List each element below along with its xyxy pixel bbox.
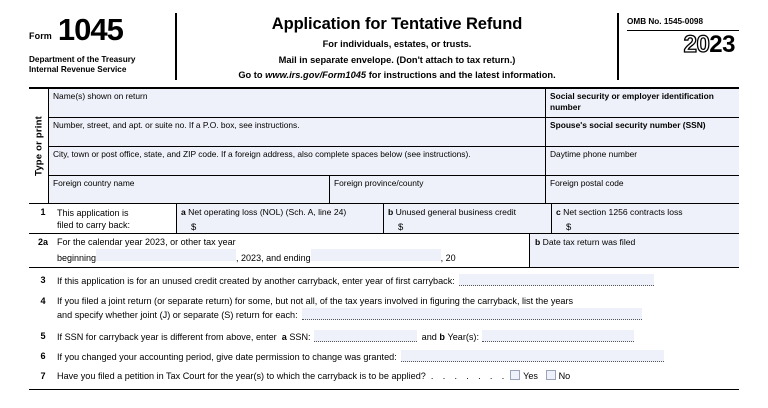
line-5a-letter: a	[281, 332, 287, 342]
tax-year-century: 20	[683, 31, 710, 58]
line-5b-label: Year(s):	[447, 332, 479, 342]
ssn-ein-field-label: Social security or employer identification number	[550, 91, 714, 112]
line-7-row	[29, 364, 739, 389]
line-6-input[interactable]	[401, 350, 664, 362]
foreign-province-field[interactable]	[329, 176, 545, 203]
line-4-text-part1: If you filed a joint return (or separate return) for some, but not all, of the tax years involved in figuring the carryback, list the years	[57, 296, 574, 306]
tax-year-suffix: 23	[709, 31, 735, 58]
goto-suffix: for instructions and the latest information.	[366, 70, 556, 80]
city-state-zip-field[interactable]	[49, 147, 545, 175]
title-subtitle-1: For individuals, estates, or trusts.	[322, 39, 472, 49]
street-field-label: Number, street, and apt. or suite no. If a P.O. box, see instructions.	[53, 120, 300, 130]
line-2a-beginning-input[interactable]	[96, 249, 236, 261]
form-title-block	[177, 13, 619, 80]
line-2a-mid-text: , 2023, and ending	[236, 253, 311, 263]
line-7-yes-label: Yes	[523, 371, 538, 381]
department-line-1: Department of the Treasury	[29, 54, 136, 64]
line-5a-label: SSN:	[289, 332, 311, 342]
line-5-row	[29, 322, 739, 344]
foreign-postal-field-label: Foreign postal code	[550, 178, 624, 188]
line-7-dot-leader: . . . . . . .	[430, 371, 508, 381]
line-1-number: 1	[40, 207, 46, 217]
foreign-postal-field[interactable]	[545, 176, 739, 203]
line-1b-letter: b	[388, 207, 394, 217]
line-1-description-part1: This application is	[57, 208, 129, 218]
line-7-no-label: No	[558, 371, 571, 381]
line-1b-dollar-sign: $	[398, 222, 404, 233]
line-2a-ending-input[interactable]	[311, 249, 441, 261]
line-7-text: Have you filed a petition in Tax Court for the year(s) to which the carryback is to be applied?	[57, 371, 426, 381]
line-1a-label: Net operating loss (NOL) (Sch. A, line 24)	[188, 207, 347, 217]
department-line-2: Internal Revenue Service	[29, 65, 127, 75]
line-2a-header	[29, 234, 529, 247]
line-6-row	[29, 344, 739, 364]
type-or-print-tab	[29, 89, 49, 203]
line-6-body	[57, 350, 739, 364]
line-1-description-part2: filed to carry back:	[57, 220, 131, 230]
city-state-zip-field-label: City, town or post office, state, and ZIP code. If a foreign address, also complete spaces below (see instructions).	[53, 149, 471, 159]
line-2a-beginning-label: beginning	[57, 253, 97, 263]
daytime-phone-field[interactable]	[545, 147, 739, 175]
line-1a-nol-field[interactable]	[176, 204, 383, 233]
line-1a-letter: a	[181, 207, 186, 217]
line-5b-years-input[interactable]	[482, 330, 634, 342]
title-goto-line	[183, 69, 611, 81]
line-5a-ssn-input[interactable]	[314, 330, 417, 342]
line-6-number: 6	[40, 351, 46, 361]
address-row-street	[49, 118, 739, 147]
line-4-text-part2: and specify whether joint (J) or separate (S) return for each:	[57, 310, 298, 320]
line-2a-block	[29, 234, 529, 267]
foreign-country-field[interactable]	[49, 176, 329, 203]
line-3-text: If this application is for an unused credit created by another carryback, enter year of first carryback:	[57, 276, 455, 286]
daytime-phone-field-label: Daytime phone number	[550, 149, 638, 159]
spouse-ssn-field[interactable]	[545, 118, 739, 146]
taxpayer-address-block	[29, 89, 739, 204]
line-1b-credit-field[interactable]	[383, 204, 551, 233]
line-1a-dollar-sign: $	[191, 222, 197, 233]
address-rows	[49, 89, 739, 203]
line-2b-date-filed-field[interactable]	[529, 234, 739, 267]
line-4-input[interactable]	[302, 308, 642, 320]
address-row-city	[49, 147, 739, 176]
line-1-row	[29, 204, 739, 234]
line-3-row	[29, 268, 739, 288]
line-7-number: 7	[40, 371, 46, 381]
type-or-print-label: Type or print	[33, 116, 44, 176]
omb-number: OMB No. 1545-0098	[627, 17, 703, 26]
ssn-ein-field[interactable]	[545, 89, 739, 117]
department-block	[29, 55, 169, 76]
line-2a-text: For the calendar year 2023, or other tax year	[57, 237, 236, 247]
name-field-label: Name(s) shown on return	[53, 91, 148, 101]
form-body	[29, 87, 739, 390]
line-7-body	[57, 370, 739, 383]
form-word-label: Form	[29, 30, 52, 41]
line-2-row	[29, 234, 739, 268]
line-5-text: If SSN for carryback year is different from above, enter	[57, 332, 277, 342]
line-4-body	[57, 295, 739, 322]
spouse-ssn-field-label: Spouse's social security number (SSN)	[550, 120, 706, 130]
line-1-description	[57, 204, 176, 233]
tax-year	[627, 33, 739, 57]
line-1c-label: Net section 1256 contracts loss	[563, 207, 683, 217]
line-1b-label: Unused general business credit	[395, 207, 517, 217]
goto-prefix: Go to	[238, 70, 266, 80]
line-5-body	[57, 330, 739, 344]
line-1c-dollar-sign: $	[566, 222, 572, 233]
line-7-yes-checkbox[interactable]	[510, 370, 520, 380]
address-row-name	[49, 89, 739, 118]
form-header	[29, 13, 739, 80]
line-3-number: 3	[40, 275, 46, 285]
line-2b-label: Date tax return was filed	[542, 237, 636, 247]
line-6-text: If you changed your accounting period, give date permission to change was granted:	[57, 352, 397, 362]
line-7-no-checkbox[interactable]	[546, 370, 556, 380]
omb-block	[619, 13, 739, 80]
form-identity-block	[29, 13, 177, 80]
name-field[interactable]	[49, 89, 545, 117]
line-2a-number: 2a	[37, 237, 48, 247]
foreign-country-field-label: Foreign country name	[53, 178, 135, 188]
line-5-conjunction: and	[421, 332, 437, 342]
foreign-province-field-label: Foreign province/county	[334, 178, 424, 188]
address-row-foreign	[49, 176, 739, 203]
line-3-body	[57, 274, 739, 288]
form-number: 1045	[57, 12, 123, 47]
line-2a-end-text: , 20	[440, 253, 456, 263]
line-2b-letter: b	[535, 237, 541, 247]
line-1c-section-1256-field[interactable]	[551, 204, 739, 233]
form-number-line	[29, 13, 169, 45]
line-2a-period-row	[29, 249, 529, 263]
line-4-number: 4	[40, 296, 46, 306]
page-title: Application for Tentative Refund	[271, 15, 523, 33]
line-1c-letter: c	[556, 207, 561, 217]
line-5b-letter: b	[439, 332, 445, 342]
line-5-number: 5	[40, 331, 46, 341]
title-subtitle-2: Mail in separate envelope. (Don't attach to tax return.)	[278, 55, 516, 65]
line-4-row	[29, 288, 739, 322]
line-3-input[interactable]	[459, 274, 654, 286]
street-field[interactable]	[49, 118, 545, 146]
irs-url-link[interactable]: www.irs.gov/Form1045	[265, 70, 367, 80]
